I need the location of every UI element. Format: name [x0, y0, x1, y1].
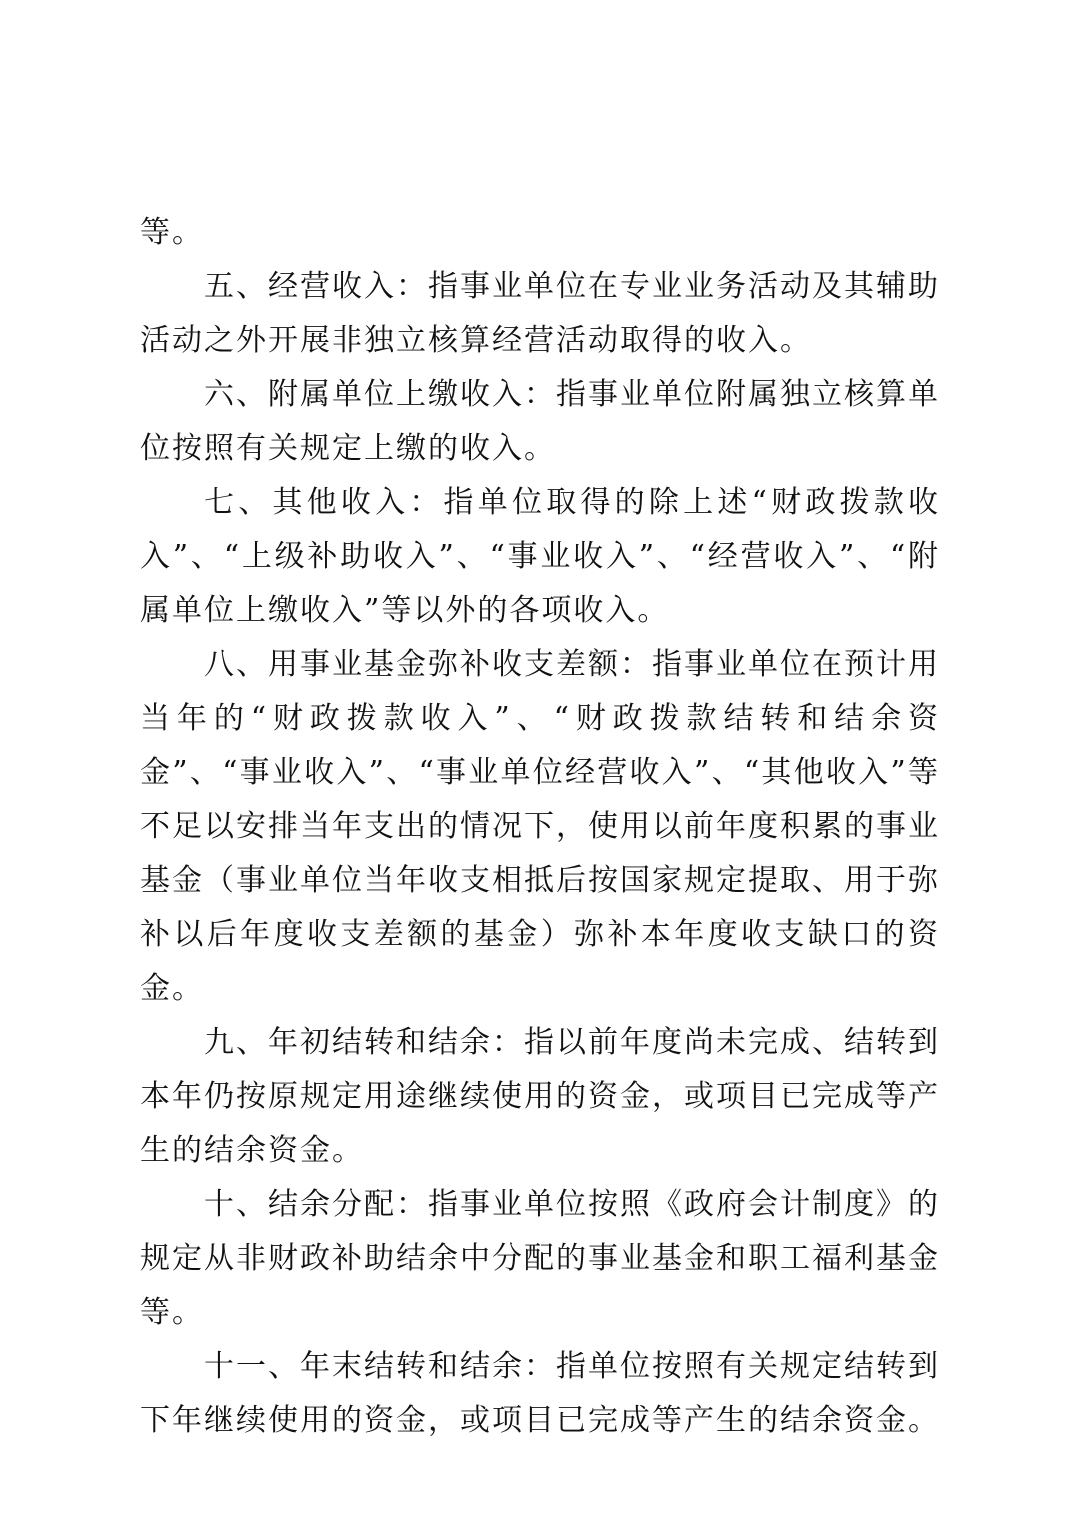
document-body [140, 206, 940, 1448]
paragraph-affiliated-unit-income: 六、附属单位上缴收入：指事业单位附属独立核算单位按照有关规定上缴的收入。 [140, 377, 940, 466]
paragraph-other-income: 七、其他收入：指单位取得的除上述“财政拨款收入”、“上级补助收入”、“事业收入”、“经营收入”、“附属单位上缴收入”等以外的各项收入。 [140, 485, 940, 628]
paragraph-continuation: 等。 [140, 215, 204, 250]
paragraph-business-fund-offset: 八、用事业基金弥补收支差额：指事业单位在预计用当年的“财政拨款收入”、“财政拨款结转和结余资金”、“事业收入”、“事业单位经营收入”、“其他收入”等不足以安排当年支出的情况下，使用以前年度积累的事业基金（事业单位当年收支相抵后按国家规定提取、用于弥补以后年度收支差额的基金）弥补本年度收支缺口的资金。 [140, 647, 940, 1006]
paragraph-year-end-carryover: 十一、年末结转和结余：指单位按照有关规定结转到下年继续使用的资金，或项目已完成等产生的结余资金。 [140, 1349, 940, 1438]
paragraph-operating-income: 五、经营收入：指事业单位在专业业务活动及其辅助活动之外开展非独立核算经营活动取得的收入。 [140, 269, 940, 358]
paragraph-beginning-carryover: 九、年初结转和结余：指以前年度尚未完成、结转到本年仍按原规定用途继续使用的资金，或项目已完成等产生的结余资金。 [140, 1025, 940, 1168]
paragraph-surplus-distribution: 十、结余分配：指事业单位按照《政府会计制度》的规定从非财政补助结余中分配的事业基金和职工福利基金等。 [140, 1187, 940, 1330]
